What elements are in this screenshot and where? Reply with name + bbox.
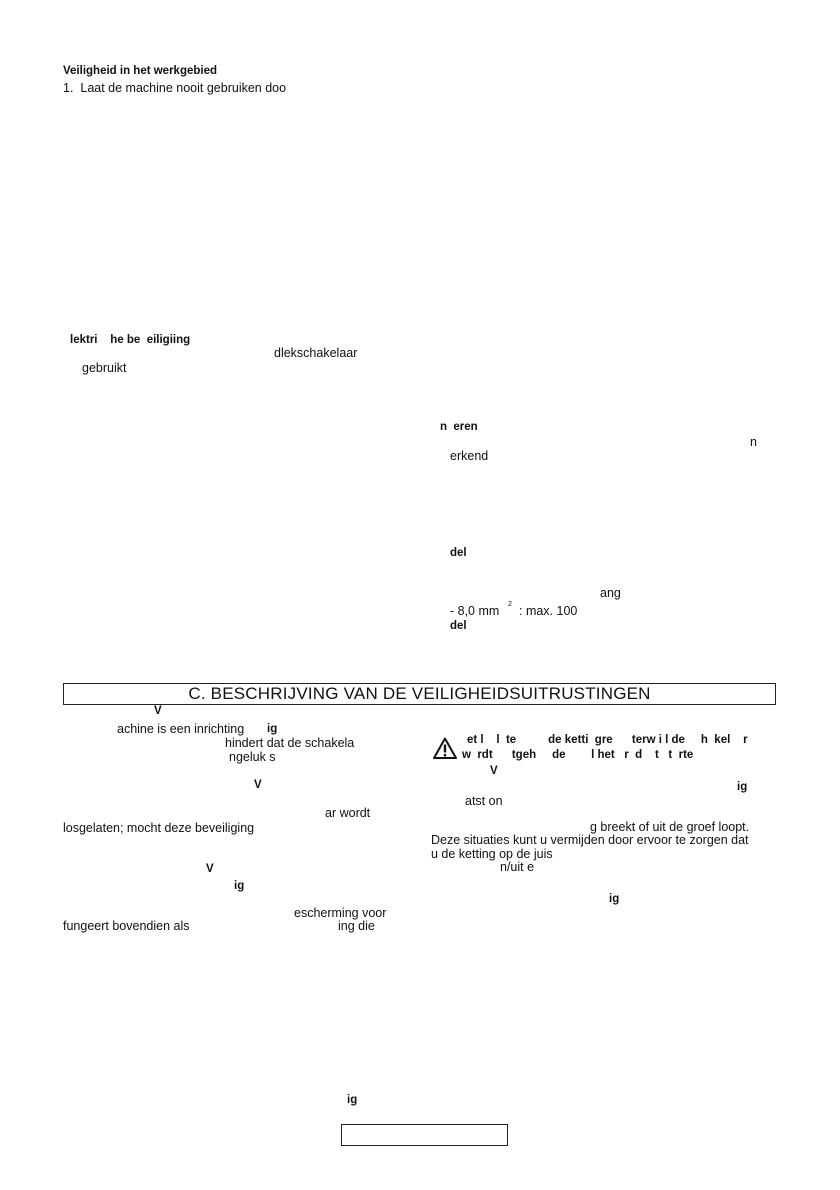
fragment-v: V	[490, 765, 498, 777]
fragment-ig: ig	[737, 781, 748, 793]
fragment-ig: ig	[609, 893, 620, 905]
text-line-nuit: n/uit e	[500, 860, 535, 874]
fragment-v: V	[154, 705, 162, 717]
section-title-box	[63, 683, 776, 705]
electric-text-line2: gebruikt	[82, 361, 127, 375]
warning-line-2: w rdt tgeh de l het r d t t rte	[462, 749, 694, 761]
electric-text-line1: dlekschakelaar	[274, 346, 358, 360]
text-line-breekt: g breekt of uit de groef loopt.	[590, 820, 750, 834]
heading-fragment: n eren	[440, 421, 478, 433]
desc-line-5: losgelaten; mocht deze beveiliging	[63, 821, 255, 835]
fragment-v: V	[254, 779, 262, 791]
fragment-ig: ig	[267, 723, 278, 735]
fragment-ig: ig	[347, 1094, 358, 1106]
text-line-situaties: Deze situaties kunt u vermijden door ervoor te zorgen dat	[431, 833, 749, 847]
section-title: C. BESCHRIJVING VAN DE VEILIGHEIDSUITRUSTINGEN	[188, 684, 651, 703]
fragment-v: V	[206, 863, 214, 875]
heading-electrical-protection: lektri he be eiligiing	[70, 334, 191, 346]
text-fragment: erkend	[450, 449, 489, 463]
desc-line-1: achine is een inrichting	[117, 722, 245, 736]
list-item-1: 1. Laat de machine nooit gebruiken doo	[63, 81, 287, 95]
text-fragment: n	[750, 435, 757, 449]
text-mm-line: - 8,0 mm	[450, 604, 500, 618]
desc-line-7b: ing die	[338, 919, 375, 933]
warning-triangle-icon	[433, 737, 457, 759]
page-footer-box	[341, 1124, 508, 1146]
text-line-ketting: u de ketting op de juis	[431, 847, 553, 861]
fragment-del: del	[450, 547, 467, 559]
desc-line-6: escherming voor	[294, 906, 387, 920]
fragment-del: del	[450, 620, 467, 632]
desc-line-4: ar wordt	[325, 806, 371, 820]
text-mm-rest: : max. 100	[519, 604, 578, 618]
desc-line-3: ngeluk s	[229, 750, 276, 764]
fragment-ig: ig	[234, 880, 245, 892]
desc-line-2: hindert dat de schakela	[225, 736, 355, 750]
text-fragment: ang	[600, 586, 621, 600]
text-fragment: atst on	[465, 794, 503, 808]
warning-line-1: et l l te de ketti gre terw i l de h kel r	[467, 734, 748, 746]
mm-superscript: 2	[508, 601, 512, 608]
desc-line-7a: fungeert bovendien als	[63, 919, 190, 933]
heading-work-area-safety: Veiligheid in het werkgebied	[63, 65, 218, 77]
